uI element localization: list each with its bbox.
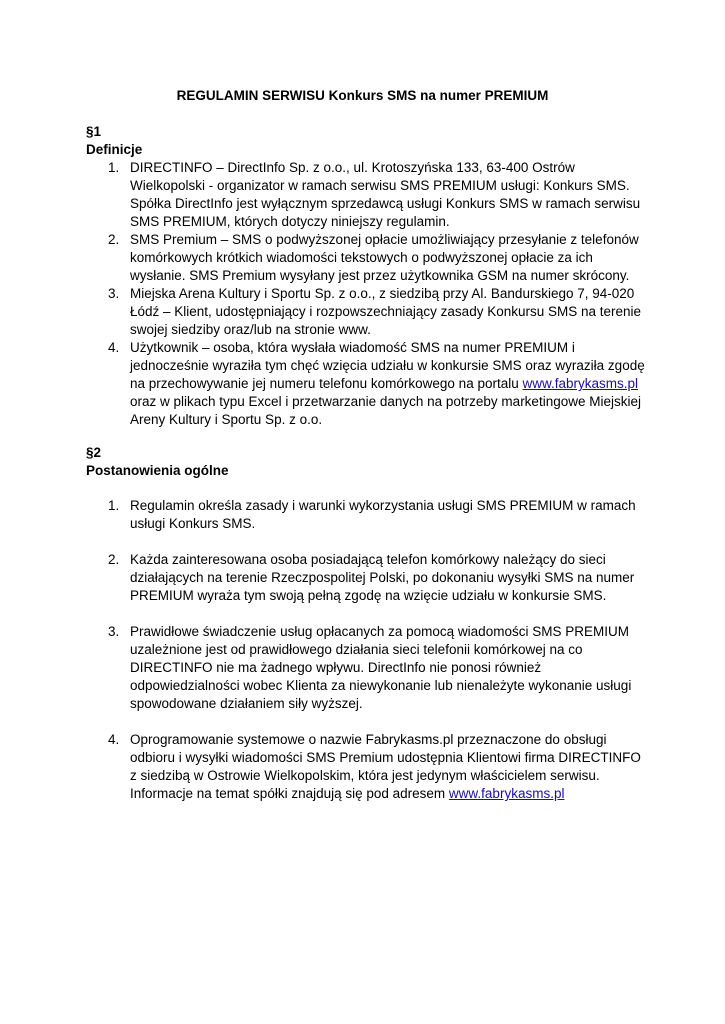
fabrykasms-link[interactable]: www.fabrykasms.pl	[448, 786, 565, 801]
list-item-text: Użytkownik – osoba, która wysłała wiadomość SMS na numer PREMIUM i jednocześnie wyraziła tym chęć wzięcia udziału w konkursie SMS oraz wyraziła zgodę na przechowywanie jej numeru telefonu komórkowego na portalu	[130, 340, 645, 391]
list-item	[86, 231, 646, 285]
list-item-number: 3.	[108, 624, 120, 639]
definitions-list	[86, 159, 646, 429]
list-item-text: Miejska Arena Kultury i Sportu Sp. z o.o., z siedzibą przy Al. Bandurskiego 7, 94-020 Łódź – Klient, udostępniający i rozpowszechniający zasady Konkursu SMS na terenie swojej siedziby oraz/lub na stronie www.	[130, 286, 642, 337]
list-item-text: DIRECTINFO – DirectInfo Sp. z o.o., ul. Krotoszyńska 133, 63-400 Ostrów Wielkopolski - organizator w ramach serwisu SMS PREMIUM usługi: Konkurs SMS. Spółka DirectInfo jest wyłącznym sprzedawcą usługi Konkurs SMS w ramach serwisu SMS PREMIUM, których dotyczy niniejszy regulamin.	[130, 160, 641, 229]
list-item	[86, 623, 646, 713]
list-item	[86, 497, 646, 533]
list-item-number: 2.	[108, 232, 120, 247]
fabrykasms-link[interactable]: www.fabrykasms.pl	[522, 376, 639, 391]
section-general-provisions	[86, 444, 646, 821]
list-item-number: 4.	[108, 732, 120, 747]
list-item	[86, 731, 646, 803]
list-item-number: 1.	[108, 160, 120, 175]
section-number: §1	[86, 124, 102, 139]
list-item-number: 4.	[108, 340, 120, 355]
list-item	[86, 339, 646, 429]
list-item-number: 2.	[108, 552, 120, 567]
list-item-text: Prawidłowe świadczenie usług opłacanych za pomocą wiadomości SMS PREMIUM uzależnione jest od prawidłowego działania sieci telefonii komórkowej na co DIRECTINFO nie ma żadnego wpływu. DirectInfo nie ponosi również odpowiedzialności wobec Klienta za niewykonanie lub nienależyte wykonanie usługi spowodowane działaniem siły wyższej.	[130, 624, 632, 711]
list-item-text: Każda zainteresowana osoba posiadającą telefon komórkowy należący do sieci działających na terenie Rzeczpospolitej Polski, po dokonaniu wysyłki SMS na numer PREMIUM wyraża tym swoją pełną zgodę na wzięcie udziału w konkursie SMS.	[130, 552, 635, 603]
list-item-text: Oprogramowanie systemowe o nazwie Fabrykasms.pl przeznaczone do obsługi odbioru i wysyłki wiadomości SMS Premium udostępnia Klientowi firma DIRECTINFO z siedzibą w Ostrowie Wielkopolskim, która jest jedynym właścicielem serwisu. Informacje na temat spółki znajdują się pod adresem	[130, 732, 641, 801]
section-heading: Definicje	[86, 142, 143, 157]
section-number: §2	[86, 445, 102, 460]
document-title: REGULAMIN SERWISU Konkurs SMS na numer PREMIUM	[176, 88, 549, 103]
list-item-text: Regulamin określa zasady i warunki wykorzystania usługi SMS PREMIUM w ramach usługi Konkurs SMS.	[130, 498, 636, 531]
list-item	[86, 285, 646, 339]
list-item-number: 1.	[108, 498, 120, 513]
list-item-text: oraz w plikach typu Excel i przetwarzanie danych na potrzeby marketingowe Miejskiej Areny Kultury i Sportu Sp. z o.o.	[130, 394, 641, 427]
list-item-number: 3.	[108, 286, 120, 301]
list-item	[86, 551, 646, 605]
section-definitions	[86, 123, 646, 429]
section-heading: Postanowienia ogólne	[86, 463, 229, 478]
list-item-text: SMS Premium – SMS o podwyższonej opłacie umożliwiający przesyłanie z telefonów komórkowych krótkich wiadomości tekstowych o podwyższonej opłacie za ich wysłanie. SMS Premium wysyłany jest przez użytkownika GSM na numer skrócony.	[130, 232, 639, 283]
provisions-list	[86, 497, 646, 803]
list-item	[86, 159, 646, 231]
